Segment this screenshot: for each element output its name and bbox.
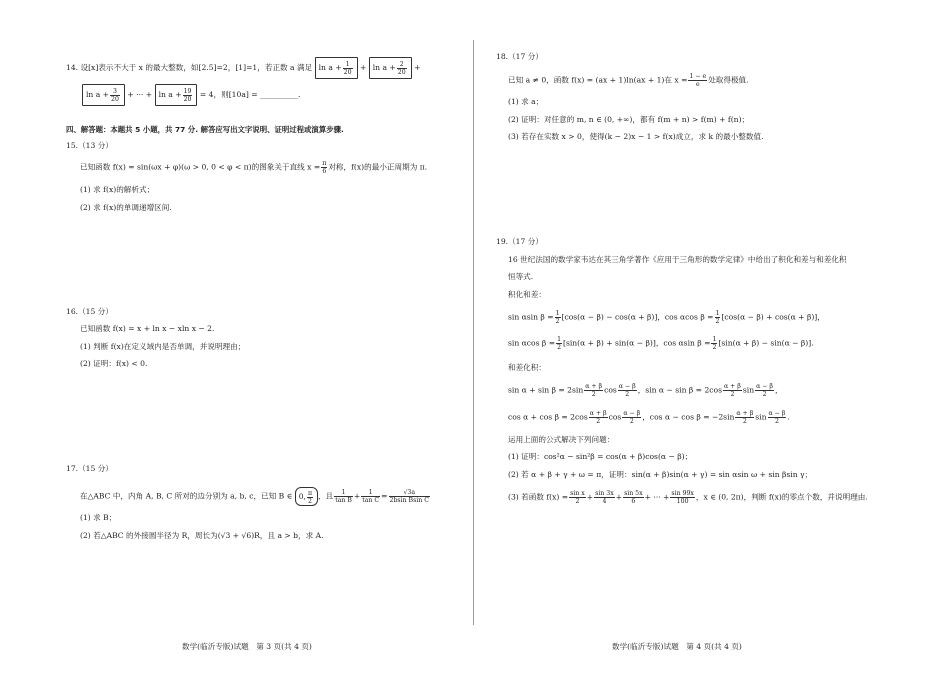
diff-half <box>755 383 774 398</box>
denominator: tan C <box>362 497 380 504</box>
formula-part: [cos(α − β) − cos(α + β)]，cos αcos β = <box>561 312 714 322</box>
formula-part: sin <box>742 385 755 395</box>
q15-stem-a: 已知函数 f(x) = sin(ωx + φ)(ω > 0, 0 < φ < π)的图象关于直线 x = <box>80 162 321 172</box>
denominator: 2 <box>712 344 717 351</box>
half-fraction <box>555 310 561 325</box>
numerator: 1 <box>361 489 380 497</box>
denominator: 100 <box>676 498 689 505</box>
formula-part: [sin(α + β) − sin(α − β)]. <box>718 338 814 348</box>
numerator: 1 <box>712 336 717 343</box>
sum-half <box>589 410 608 425</box>
q15-stem-b: 对称，f(x)的最小正周期为 π. <box>328 162 428 172</box>
q17-stem-b: ，且 <box>318 491 334 501</box>
q19-part-2: (2) 若 α + β + γ + ω = π，证明：sin(α + β)sin(α + γ) = sin αsin ω + sin βsin γ； <box>508 470 813 479</box>
q18-part-1: (1) 求 a； <box>508 97 544 106</box>
numerator: π <box>307 489 313 497</box>
q19-stem-2: 恒等式. <box>508 272 534 281</box>
equals-sign: = <box>381 491 388 501</box>
q19-sum-to-product-label: 和差化积： <box>508 363 546 372</box>
denominator: 2bsin Bsin C <box>389 497 429 504</box>
q14-bracket-2 <box>369 57 412 79</box>
numerator: α + β <box>589 410 607 417</box>
denominator: 2 <box>575 498 580 505</box>
numerator: 1 <box>715 310 720 317</box>
q17-fraction-2 <box>361 489 380 504</box>
denominator: 2 <box>762 391 767 398</box>
series-term <box>594 490 615 505</box>
denominator: 2 <box>596 418 601 425</box>
denominator: 2 <box>557 344 561 351</box>
numerator: 3 <box>110 88 120 96</box>
q19-part-3 <box>508 490 868 505</box>
numerator: α − β <box>756 383 773 390</box>
q18-stem-b: 处取得极值. <box>708 75 749 85</box>
formula-part: sin α + sin β = 2sin <box>508 385 584 395</box>
q19-part-1: (1) 证明：cos²α − sin²β = cos(α + β)cos(α − β)； <box>508 452 693 461</box>
q16-heading: 16.（15 分） <box>66 307 113 316</box>
page-4-footer: 数学(临沂专版)试题 第 4 页(共 4 页) <box>612 642 742 651</box>
q17-stem-a: 在△ABC 中，内角 A, B, C 所对的边分别为 a, b, c，已知 B ∈ <box>80 491 293 501</box>
denominator: 2 <box>591 391 596 398</box>
q19-product-to-sum-label: 积化和差： <box>508 290 546 299</box>
formula-part: sin αsin β = <box>508 312 554 322</box>
q17-fraction-3 <box>389 489 430 504</box>
plus-sign: + <box>414 63 421 72</box>
q14-line-1 <box>66 57 420 79</box>
numerator: π <box>322 160 327 167</box>
denominator: tan B <box>335 497 352 504</box>
q14-term: ln a + <box>318 63 342 72</box>
formula-part: sin αcos β = <box>508 338 556 348</box>
q14-line-2 <box>82 84 300 106</box>
numerator: sin 5x <box>624 490 643 497</box>
q16-part-2: (2) 证明：f(x) < 0. <box>80 359 148 368</box>
numerator: α − β <box>768 410 786 417</box>
formula-part: cos <box>608 412 622 422</box>
q14-tail: = 4，则[10a] = __________. <box>199 90 301 99</box>
denominator: 20 <box>397 68 406 76</box>
q14-fraction <box>343 61 353 76</box>
denominator: 6 <box>322 168 327 175</box>
sum-half <box>584 383 603 398</box>
q17-heading: 17.（15 分） <box>66 464 113 473</box>
formula-part: cos α + cos β = 2cos <box>508 412 588 422</box>
denominator: 20 <box>343 68 352 76</box>
formula-part: ，x ∈ (0, 2π)，判断 f(x)的零点个数，并说明理由. <box>695 492 868 502</box>
denominator: 6 <box>631 498 636 505</box>
formula-sum-2 <box>508 410 790 425</box>
formula-part: sin <box>755 412 767 422</box>
ellipsis-sum: + ··· + <box>127 90 153 99</box>
formula-part: [sin(α + β) + sin(α − β)]，cos αsin β = <box>563 338 711 348</box>
denominator: 2 <box>715 318 720 325</box>
q19-heading: 19.（17 分） <box>496 237 543 246</box>
formula-product-1 <box>508 310 825 325</box>
denominator: e <box>695 81 700 88</box>
half-fraction <box>556 336 562 351</box>
diff-half <box>618 383 637 398</box>
q17-part-1: (1) 求 B； <box>80 513 117 522</box>
numerator: α + β <box>724 383 741 390</box>
numerator: 1 − e <box>689 73 707 80</box>
formula-part: ，cos α − cos β = −2sin <box>642 412 735 422</box>
series-term <box>569 490 586 505</box>
series-term <box>670 490 694 505</box>
formula-part: ， <box>774 385 783 395</box>
q17-part-2: (2) 若△ABC 的外接圆半径为 R，周长为(√3 + √6)R，且 a > b，求 A. <box>80 531 324 540</box>
denominator: 2 <box>730 391 735 398</box>
denominator: 4 <box>602 498 607 505</box>
series-term <box>623 490 644 505</box>
numerator: α − β <box>623 410 641 417</box>
column-divider <box>473 40 474 625</box>
ellipsis-sum: + ··· + <box>644 492 670 502</box>
denominator: 2 <box>555 318 560 325</box>
denominator: 2 <box>774 418 779 425</box>
q14-bracket-1 <box>315 57 358 79</box>
q16-part-1: (1) 判断 f(x)在定义域内是否单调，并说明理由； <box>80 342 246 351</box>
q14-term: ln a + <box>372 63 396 72</box>
q14-bracket-3 <box>82 84 125 106</box>
numerator: α + β <box>585 383 603 390</box>
q18-fraction <box>688 73 707 88</box>
q18-part-2: (2) 证明：对任意的 m, n ∈ (0, +∞)，都有 f(m + n) > f(m) + f(n)； <box>508 115 750 124</box>
page-4-column <box>476 0 950 688</box>
q16-stem: 已知函数 f(x) = x + ln x − xln x − 2. <box>80 324 215 333</box>
plus-sign: + <box>353 491 361 501</box>
numerator: 1 <box>557 336 561 343</box>
denominator: 2 <box>742 418 747 425</box>
denominator: 20 <box>111 95 119 103</box>
numerator: 1 <box>555 310 560 317</box>
section-4-heading: 四、解答题：本题共 5 小题，共 77 分. 解答应写出文字说明、证明过程或演算步骤. <box>66 125 344 134</box>
q17-fraction-1 <box>334 489 353 504</box>
numerator: 2 <box>397 61 407 69</box>
q14-term: ln a + <box>86 90 110 99</box>
page-3-column <box>0 0 472 688</box>
formula-part: cos <box>604 385 617 395</box>
formula-sum-1 <box>508 383 783 398</box>
plus-sign: + <box>586 492 594 502</box>
q18-part-3: (3) 若存在实数 x > 0，使得(k − 2)x − 1 > f(x)成立，求 k 的最小整数值. <box>508 132 764 141</box>
q18-stem <box>508 73 749 88</box>
q14-fraction <box>110 88 120 103</box>
half-fraction <box>711 336 717 351</box>
q14-fraction <box>397 61 407 76</box>
numerator: 1 <box>343 61 353 69</box>
q17-interval <box>295 487 318 506</box>
q14-text: 14. 设[x]表示不大于 x 的最大整数，如[2.5]=2，[1]=1，若正数 a 满足 <box>66 63 313 72</box>
formula-part: [cos(α − β) + cos(α + β)]， <box>721 312 825 322</box>
q18-stem-a: 已知 a ≠ 0，函数 f(x) = (ax + 1)ln(ax + 1)在 x = <box>508 75 688 85</box>
numerator: α + β <box>736 410 754 417</box>
numerator: sin x <box>570 490 585 497</box>
page-3-footer: 数学(临沂专版)试题 第 3 页(共 4 页) <box>182 642 312 651</box>
q15-part-2: (2) 求 f(x)的单调递增区间. <box>80 203 172 212</box>
sum-half <box>735 410 754 425</box>
denominator: 20 <box>183 95 192 103</box>
q15-part-1: (1) 求 f(x)的解析式； <box>80 185 155 194</box>
numerator: sin 3x <box>595 490 614 497</box>
q18-heading: 18.（17 分） <box>496 52 543 61</box>
numerator: 19 <box>183 87 192 95</box>
formula-part: (3) 若函数 f(x) = <box>508 492 569 502</box>
q15-heading: 15.（13 分） <box>66 141 113 150</box>
interval-left: 0, <box>298 492 306 501</box>
q15-fraction <box>321 160 327 175</box>
numerator: α − β <box>618 383 636 390</box>
plus-sign: + <box>615 492 623 502</box>
q17-stem <box>80 487 431 506</box>
formula-part: ，sin α − sin β = 2cos <box>637 385 723 395</box>
numerator: √3a <box>389 489 430 497</box>
formula-part: . <box>787 412 790 422</box>
plus-sign: + <box>359 63 367 72</box>
half-fraction <box>715 310 721 325</box>
q19-instruction: 运用上面的公式解决下列问题： <box>508 435 615 444</box>
q19-stem-1: 16 世纪法国的数学家韦达在其三角学著作《应用于三角形的数学定律》中给出了积化和差与和差化积 <box>508 255 847 264</box>
q17-pi-half <box>307 490 313 505</box>
numerator: sin 99x <box>671 490 694 497</box>
formula-product-2 <box>508 336 814 351</box>
numerator: 1 <box>334 489 353 497</box>
denominator: 2 <box>629 418 634 425</box>
denominator: 2 <box>308 497 312 505</box>
q14-term: ln a + <box>158 90 182 99</box>
diff-half <box>768 410 790 425</box>
sum-half <box>723 383 742 398</box>
diff-half <box>622 410 641 425</box>
denominator: 2 <box>625 391 630 398</box>
q15-stem <box>80 160 427 175</box>
q14-bracket-4 <box>155 84 198 106</box>
q14-fraction <box>183 88 193 103</box>
